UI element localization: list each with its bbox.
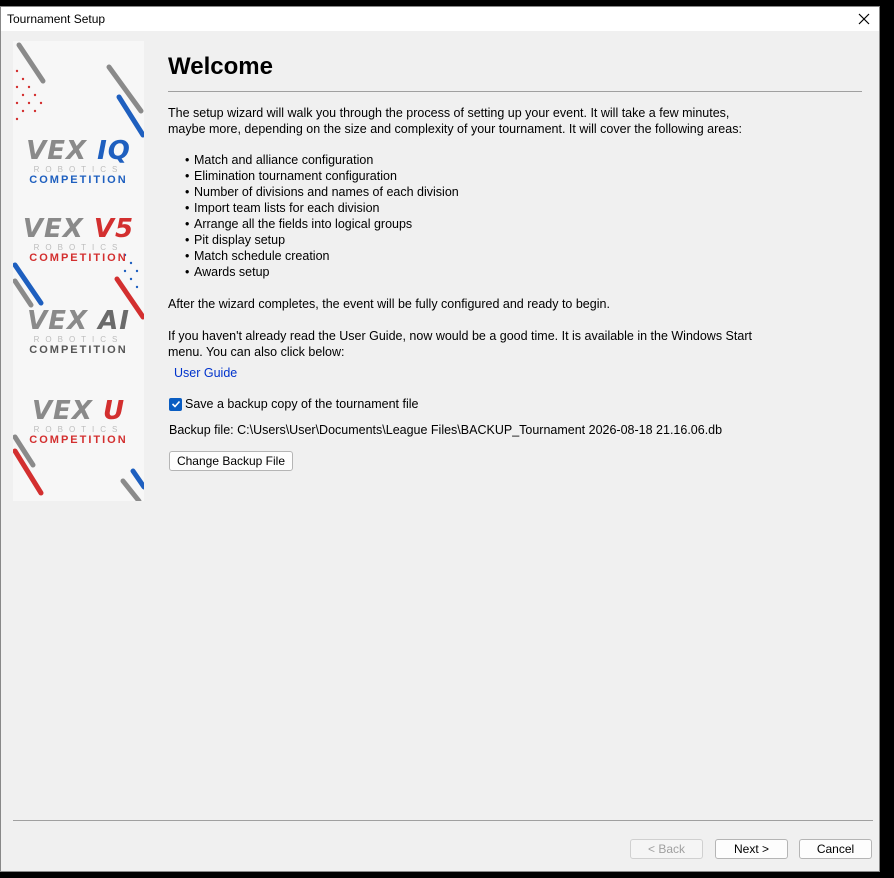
close-icon <box>858 13 870 25</box>
wizard-areas-list <box>185 152 459 280</box>
backup-checkbox-row[interactable] <box>169 397 418 411</box>
after-wizard-text: After the wizard completes, the event will be fully configured and ready to begin. <box>168 297 610 311</box>
list-item: • Pit display setup <box>185 232 459 248</box>
change-backup-file-button[interactable]: Change Backup File <box>169 451 293 471</box>
list-item: • Import team lists for each division <box>185 200 459 216</box>
heading-divider <box>168 91 862 92</box>
list-item: • Arrange all the fields into logical groups <box>185 216 459 232</box>
list-item: • Match and alliance configuration <box>185 152 459 168</box>
next-button[interactable]: Next > <box>715 839 788 859</box>
list-item: • Match schedule creation <box>185 248 459 264</box>
user-guide-text: If you haven't already read the User Guide, now would be a good time. It is available in the Windows Start menu. You can also click below: <box>168 329 752 359</box>
backup-file-path: Backup file: C:\Users\User\Documents\League Files\BACKUP_Tournament 2026-08-18 21.16.06.db <box>169 423 723 437</box>
page-heading: Welcome <box>168 53 273 80</box>
backup-checkbox[interactable] <box>169 398 182 411</box>
cancel-button[interactable]: Cancel <box>799 839 872 859</box>
close-button[interactable] <box>853 9 875 29</box>
tournament-setup-window <box>0 6 880 872</box>
backup-checkbox-label: Save a backup copy of the tournament file <box>185 397 419 411</box>
vex-ai-logo: VEX AI ROBOTICS COMPETITION <box>27 306 130 356</box>
user-guide-link[interactable]: User Guide <box>174 366 238 380</box>
intro-text: The setup wizard will walk you through the process of setting up your event. It will take a few minutes, maybe more, depending on the size and complexity of your tournament. It will cover the following areas: <box>168 106 742 136</box>
list-item: • Awards setup <box>185 264 459 280</box>
check-icon <box>171 399 181 409</box>
vex-iq-logo: VEX IQ ROBOTICS COMPETITION <box>26 136 131 186</box>
list-item: • Elimination tournament configuration <box>185 168 459 184</box>
window-title: Tournament Setup <box>7 12 106 26</box>
title-bar <box>1 7 879 31</box>
footer-divider <box>13 820 873 821</box>
program-logos-banner <box>13 41 144 501</box>
vex-u-logo: VEX U ROBOTICS COMPETITION <box>29 396 128 446</box>
vex-v5-logo: VEX V5 ROBOTICS COMPETITION <box>22 214 135 264</box>
list-item: • Number of divisions and names of each division <box>185 184 459 200</box>
back-button[interactable]: < Back <box>630 839 703 859</box>
